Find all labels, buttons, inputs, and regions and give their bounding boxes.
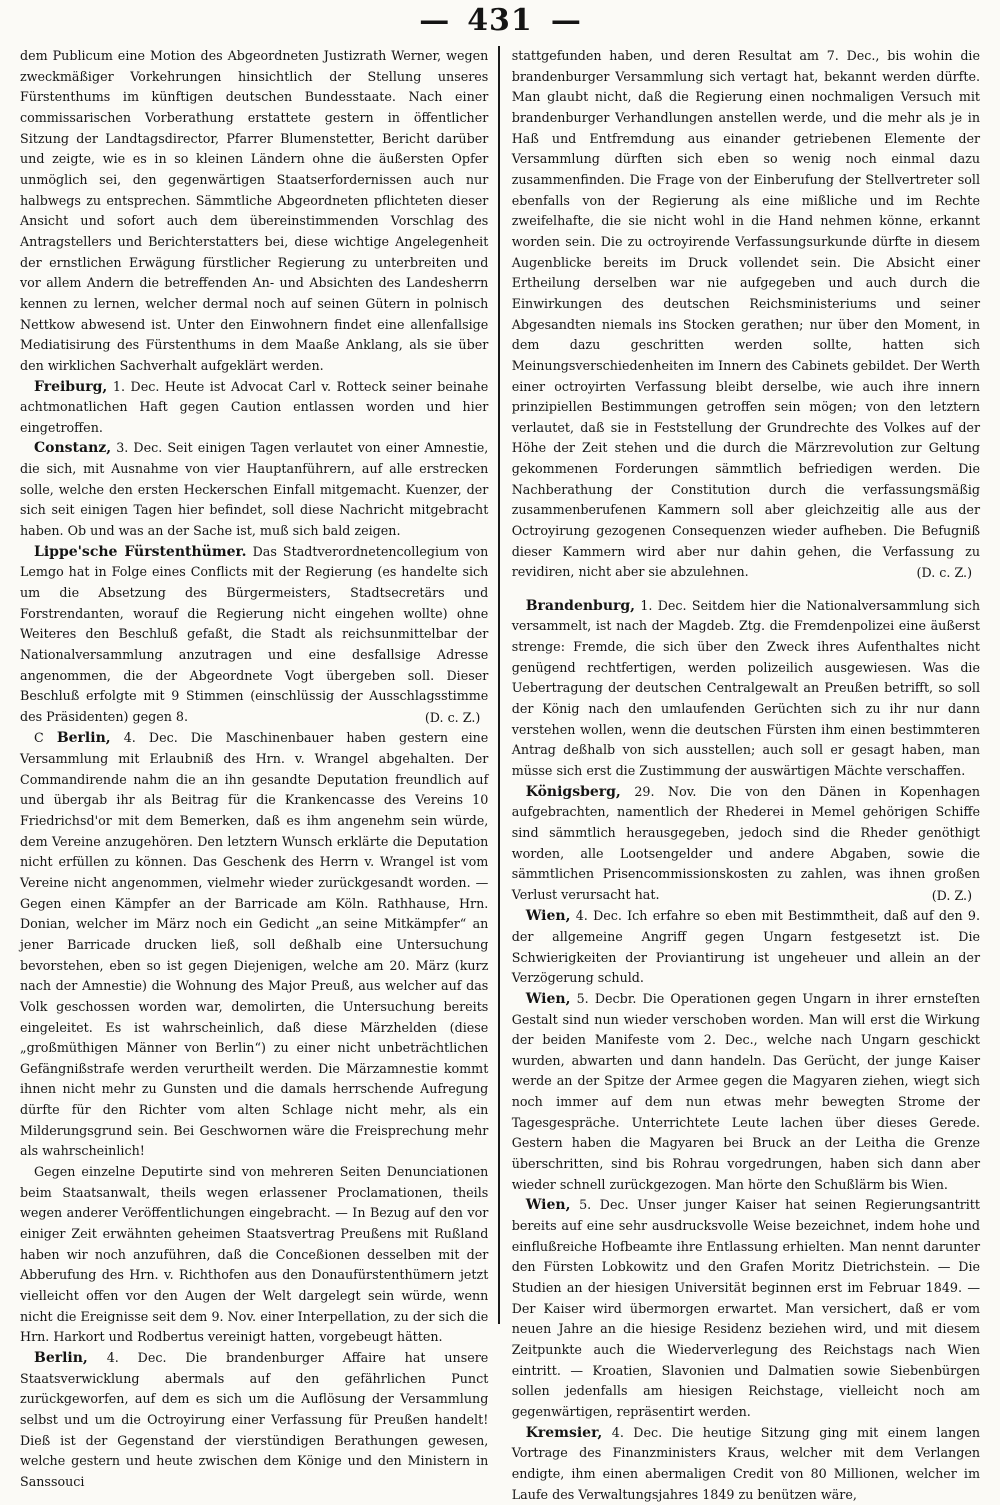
correspondent-mark: C <box>34 730 44 746</box>
article-text: Das Stadtverordnetencollegium von Lemgo hat in Folge eines Conflicts mit der Regierung (es handelte sich um die Absetzung des Bürgermeisters, Stadtsecretärs und Forstrendanten, worauf die Regierung nicht eingehen wollte) ohne Weiteres den Beschluß gefaßt, die Stadt als reichsunmittelbar der Nationalversammlung anzutragen und eine desfallsige Adresse angenommen, die der Abgeordnete Vogt übergeben soll. Dieser Beschluß erfolgte mit 9 Stimmen (einschlüssig der Ausschlagsstimme des Präsidenten) gegen 8. <box>20 543 489 724</box>
spacer <box>512 584 980 596</box>
dateline-place: Kremsier, <box>525 1424 603 1441</box>
dateline-place: Wien, <box>525 908 571 925</box>
article-wien-1 <box>512 906 980 989</box>
article-wien-3 <box>512 1195 980 1422</box>
article-brandenburg <box>512 596 980 782</box>
article-text: stattgefunden haben, und deren Resultat am 7. Dec., bis wohin die brandenburger Versammlung sich vertagt hat, bekannt werden dürfte. Man glaubt nicht, daß die Regierung einen nochmaligen Versuch mit brandenburger Verhandlungen anstellen werde, und die mehr als je in Haß und Entfremdung aus einander getriebenen Elemente der Versammlung dürften sich eben so wenig noch einmal dazu zusammenfinden. Die Frage von der Einberufung der Stellvertreter soll ebenfalls von der Regierung als eine mißliche und im Rechte zweifelhafte, die sie nicht wohl in die Hand nehmen könne, erkannt worden sein. Die zu octroyirende Verfassungsurkunde dürfte in diesem Augenblicke bereits im Druck vollendet sein. Die Absicht einer Ertheilung derselben war nie aufgegeben und auch durch die Einwirkungen des deutschen Reichsministeriums und seiner Abgesandten niemals ins Stocken gerathen; nur über den Moment, in dem dazu geschritten werden sollte, hatten sich Meinungsverschiedenheiten im Innern des Cabinets gebildet. Der Werth einer octroyirten Verfassung bleibt derselbe, wie auch ihre innern prinzipiellen Bestimmungen getroffen sein mögen; von den letztern verlautet, daß sie in Feststellung der Grundrechte des Volkes auf der Höhe der Zeit stehen und die durch die Märzrevolution zur Geltung gekommenen Forderungen sämmtlich befriedigen werden. Die Nachberathung der Constitution durch die verfassungsmäßig zusammenberufenen Kammern soll aber gleichzeitig alle aus der Octroyirung gezogenen Consequenzen wieder aufheben. Die Befugniß dieser Kammern wird aber nur dahin gehen, die Verfassung zu revidiren, nicht aber sie abzulehnen. <box>511 48 981 580</box>
dateline-place: Berlin, <box>34 1350 88 1366</box>
dateline-place: Freiburg, <box>34 378 108 395</box>
article-freiburg <box>20 377 488 439</box>
source-citation: (D. c. Z.) <box>916 565 973 581</box>
source-citation: (D. c. Z.) <box>424 709 481 725</box>
article-text: 3. Dec. Seit einigen Tagen verlautet von einer Amnestie, die sich, mit Ausnahme von vier Hauptanführern, auf alle erstrecken solle, welche den ersten Heckerschen Einfall mitgemacht. Kuenzer, der sich seit einigen Tagen hier befindet, soll diese Nachricht mitgebracht haben. Ob und was an der Sache ist, muß sich bald zeigen. <box>20 440 489 539</box>
dateline-place: Berlin, <box>56 730 111 747</box>
article-text: 1. Dec. Seitdem hier die Nationalversammlung sich versammelt, ist nach der Magdeb. Ztg. die Fremdenpolizei eine äußerst strenge: Fremde, die sich über den Zweck ihres Aufenthaltes nicht genügend rechtfertigen, werden polizeilich ausgewiesen. Was die Uebertragung der deutschen Centralgewalt an Preußen betrifft, so soll der König nach den umlaufenden Gerüchten sich zu ihr nur dann verstehen wollen, wenn die deutschen Fürsten ihm einen bestimmteren Antrag deßhalb von sich ausstellen; auch soll er gesagt haben, man müsse sich erst die Zustimmung der auswärtigen Mächte verschaffen. <box>511 597 981 778</box>
dateline-place: Lippe'sche Fürstenthümer. <box>34 543 247 560</box>
article-text: Gegen einzelne Deputirte sind von mehreren Seiten Denunciationen beim Staatsanwalt, theils wegen erlassener Proclamationen, theils wegen anderer Veröffentlichungen eingebracht. — In Bezug auf den vor einiger Zeit erwähnten geheimen Staatsvertrag Preußens mit Rußland haben wir noch anzuführen, daß die Conceßionen desselben mit der Abberufung des Hrn. v. Richthofen aus den Donaufürstenthümern jetzt vielleicht offen vor den Augen der Welt dargelegt sein würde, wenn nicht die Ereignisse seit dem 9. Nov. einer Interpellation, zu der sich die Hrn. Harkort und Rodbertus vereinigt hatten, vorgebeugt hätten. <box>20 1164 489 1345</box>
article-text: 4. Dec. Ich erfahre so eben mit Bestimmtheit, daß auf den 9. der allgemeine Angriff gegen Ungarn festgesetzt ist. Die Schwierigkeiten der Proviantirung ist ungeheuer und allein an der Verzögerung schuld. <box>511 908 981 986</box>
page-number: 431 <box>467 2 533 38</box>
dateline-place: Königsberg, <box>525 783 621 800</box>
article-lippe <box>20 542 488 728</box>
article-constanz <box>20 438 488 541</box>
article-text: 5. Dec. Unser junger Kaiser hat seinen Regierungsantritt bereits auf eine sehr ausdrucksvolle Weise bezeichnet, indem hohe und einflußreiche Hofbeamte ihre Entlassung erhielten. Man nennt darunter den Fürsten Lobkowitz und den Grafen Moritz Dietrichstein. — Die Studien an der hiesigen Universität beginnen erst im Februar 1849. — Der Kaiser wird übermorgen erwartet. Man versichert, daß er vom neuen Jahre an die hiesige Residenz beziehen wird, und mit diesem Zeitpunkte auch die Wiederverlegung des Reichstags nach Wien eintritt. — Kroatien, Slavonien und Dalmatien sowie Siebenbürgen sollen jedenfalls am hiesigen Reichstage, vielleicht noch am gegenwärtigen, repräsentirt werden. <box>511 1197 981 1419</box>
header-dash-left: — <box>419 2 450 38</box>
dateline-place: Brandenburg, <box>525 597 636 614</box>
article-text: 4. Dec. Die Maschinenbauer haben gestern eine Versammlung mit Erlaubniß des Hrn. v. Wrangel abgehalten. Der Commandirende nahm die an ihn gesandte Deputation freundlich auf und übergab ihr als Beitrag für die Krankencasse des Vereins 10 Friedrichsd'or mit dem Bemerken, daß es ihm angenehm sein würde, dem Vereine anzugehören. Den letztern Wunsch erklärte die Deputation nicht erfüllen zu können. Das Geschenk des Herrn v. Wrangel ist vom Vereine nicht angenommen, vielmehr wieder zurückgesandt worden. — Gegen einen Kämpfer an der Barricade am Köln. Rathhause, Hrn. Donian, welcher im März noch ein Gedicht „an seine Mitkämpfer“ an jener Barricade drucken ließ, soll deßhalb eine Untersuchung bevorstehen, eben so ist gegen Diejenigen, welche am 20. März (kurz nach der Amnestie) die Wohnung des Major Preuß, aus welcher auf das Volk geschossen worden war, demolirten, die Untersuchung bereits eingeleitet. Es ist wahrscheinlich, daß diese Märzhelden (diese „großmüthigen Männer von Berlin“) zu einer nicht unbeträchtlichen Gefängnißstrafe werden verurtheilt werden. Die Märzamnestie kommt ihnen nicht mehr zu Gunsten und die damals herrschende Aufregung dürfte für den Richter vom alten Schlage nicht mehr, als ein Milderungsgrund sein. Bei Geschwornen wäre die Freisprechung mehr als wahrscheinlich! <box>20 730 489 1159</box>
article-continuation <box>512 46 980 583</box>
dateline-place: Wien, <box>525 990 571 1007</box>
dateline-place: Constanz, <box>34 440 112 457</box>
columns <box>20 46 981 1502</box>
article-text: 5. Decbr. Die Operationen gegen Ungarn in ihrer ernsteſten Gestalt sind nun wieder verschoben worden. Man will erst die Wirkung der beiden Manifeste vom 2. Dec., welche nach Ungarn geschickt wurden, abwarten und dann handeln. Das Gerücht, der junge Kaiser werde an der Spitze der Armee gegen die Magyaren ziehen, wiegt sich noch immer auf dem nun etwas mehr bewegten Strome der Tagesgespräche. Unterrichtete Leute lachen über dieses Gerede. Gestern haben die Magyaren bei Bruck an der Leitha die Grenze überschritten, sind bis Rohrau vorgedrungen, haben sich dann aber wieder schnell zurückgezogen. Man hörte den Schußlärm bis Wien. <box>511 990 981 1192</box>
right-column <box>500 46 981 1502</box>
article-text: 1. Dec. Heute ist Advocat Carl v. Rotteck seiner beinahe achtmonatlichen Haft gegen Caution entlassen worden und hier eingetroffen. <box>20 378 489 435</box>
article-text: 29. Nov. Die von den Dänen in Kopenhagen aufgebrachten, namentlich der Rhederei in Memel gehörigen Schiffe sind sämmtlich herausgegeben, jedoch sind die Rheder genöthigt worden, alle Lootsengelder und andere Abgaben, sowie die sämmtlichen Prisencommissionskosten zu zahlen, was ihnen großen Verlust verursacht hat. <box>511 783 981 902</box>
article-wien-2 <box>512 989 980 1196</box>
article-berlin-2 <box>20 1348 488 1493</box>
source-citation: (D. Z.) <box>931 887 973 903</box>
article-text: 4. Dec. Die brandenburger Affaire hat unsere Staatsverwicklung abermals auf den gefährlichen Punct zurückgeworfen, auf dem es sich um die Auflösung der Versammlung selbst und um die Octroyirung einer Verfassung für Preußen handelt! Dieß ist der Gegenstand der vierstündigen Berathungen gewesen, welche gestern und heute zwischen dem Könige und den Ministern in Sanssouci <box>20 1350 489 1489</box>
left-column <box>20 46 498 1489</box>
article-text: dem Publicum eine Motion des Abgeordneten Justizrath Werner, wegen zweckmäßiger Vorkehrungen hinsichtlich der Stellung unseres Fürstenthums im künftigen deutschen Bundesstaate. Nach einer commissarischen Vorberathung erstattete gestern in öffentlicher Sitzung der Landtagsdirector, Pfarrer Blumenstetter, Bericht darüber und zeigte, wie es in so kleinen Ländern ohne die äußersten Opfer unmöglich sei, den gegenwärtigen Staatserfordernissen auch nur halbwegs zu entsprechen. Sämmtliche Abgeordneten pflichteten dieser Ansicht und sofort auch dem übereinstimmenden Vorschlag des Antragstellers und Berichterstatters bei, diese wichtige Angelegenheit der ernstlichen Erwägung fürstlicher Regierung zu unterbreiten und vor allem Andern die betreffenden An- und Absichten des Landesherrn kennen zu lernen, welcher dermal noch auf seinen Gütern in polnisch Nettkow abwesend ist. Unter den Einwohnern findet eine allenfallsige Mediatisirung des Fürstenthums in dem Maaße Anklang, als sie über den wirklichen Sachverhalt aufgeklärt werden. <box>20 48 489 373</box>
page-header <box>14 0 986 40</box>
article-continuation <box>20 46 488 377</box>
article-paragraph <box>20 1162 488 1348</box>
article-kremsier <box>512 1423 980 1505</box>
header-dash-right: — <box>550 2 581 38</box>
dateline-place: Wien, <box>525 1197 571 1214</box>
article-text: 4. Dec. Die heutige Sitzung ging mit einem langen Vortrage des Finanzministers Kraus, welcher mit dem Verlangen endigte, ihm einen abermaligen Credit von 80 Millionen, welcher im Laufe des Verwaltungsjahres 1849 zu benützen wäre, <box>511 1424 981 1502</box>
article-berlin-1 <box>20 728 488 1162</box>
